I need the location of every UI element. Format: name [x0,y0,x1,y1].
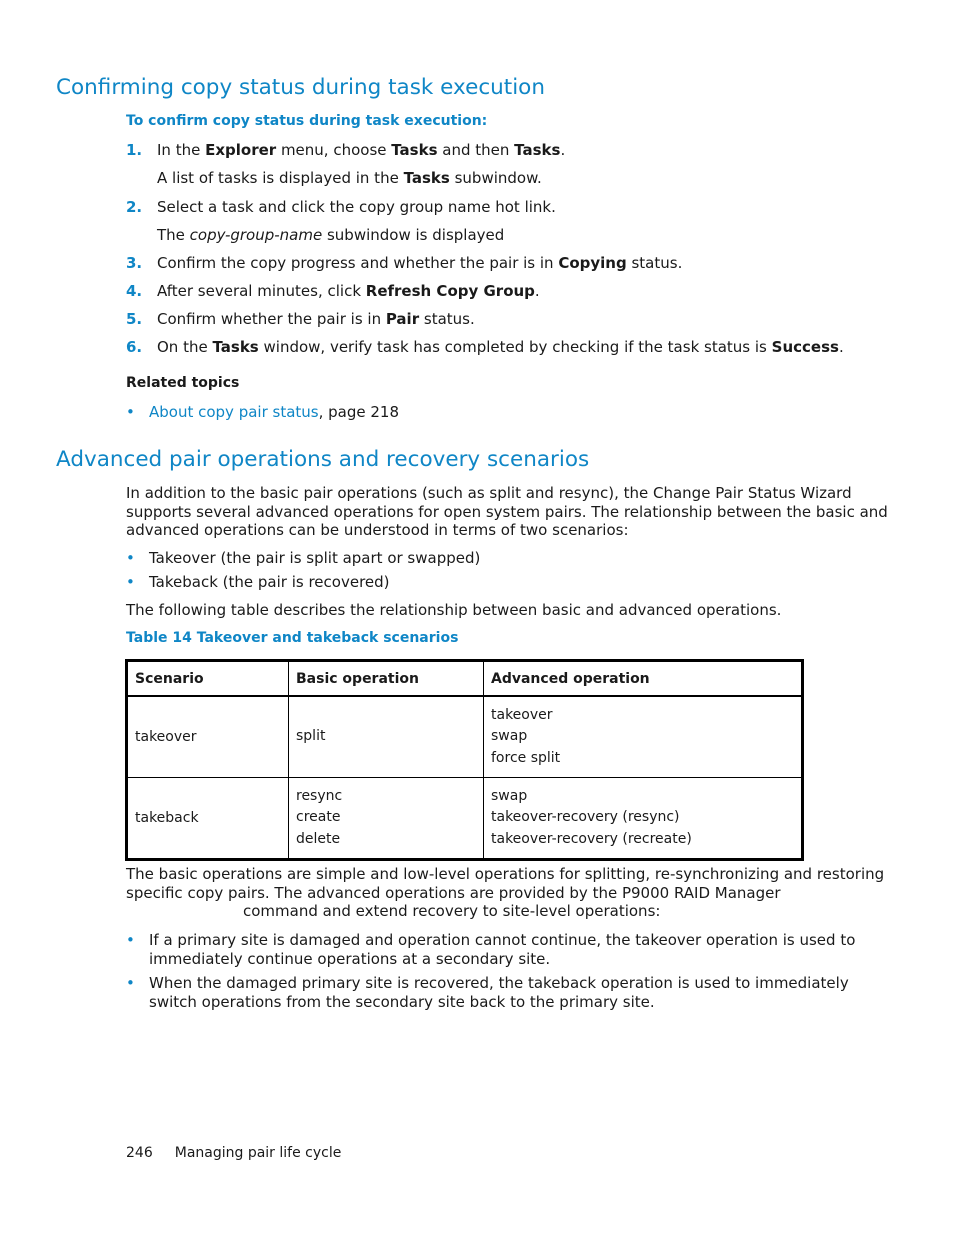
cell-line: takeover [491,706,553,723]
related-topic-item [126,403,400,421]
cell-line: takeover-recovery (recreate) [491,830,692,847]
procedure-step [126,141,566,159]
cell-line: resync [296,787,343,804]
step-text: The copy-group-name subwindow is displayed [157,226,505,244]
scenarios-table [125,659,804,861]
advanced-cell [484,696,803,778]
cell-line: swap [491,728,528,745]
final-bullet-line: immediately continue operations at a secondary site. [149,949,551,968]
final-bullet [126,974,849,1011]
bullet-icon: • [126,573,135,591]
column-header: Scenario [127,661,289,697]
final-bullet-line: switch operations from the secondary site back to the primary site. [149,992,655,1011]
cell-line: split [296,728,326,745]
cell-line: swap [491,787,528,804]
intro-line: advanced operations can be understood in terms of two scenarios: [126,521,629,540]
scenario-bullet-text: Takeover (the pair is split apart or swapped) [149,549,481,567]
table-header-row [127,661,803,697]
column-header: Basic operation [289,661,484,697]
related-topics-title: Related topics [126,375,240,391]
step-text: On the Tasks window, verify task has completed by checking if the task status is Success. [157,338,844,356]
page-footer [126,1145,341,1161]
procedure-step [126,338,844,356]
step-text: Confirm whether the pair is in Pair status. [157,310,475,328]
after-line: specific copy pairs. The advanced operations are provided by the P9000 RAID Manager [126,883,781,902]
intro-line: supports several advanced operations for open system pairs. The relationship between the basic and [126,502,888,521]
procedure-title: To confirm copy status during task execution: [126,113,488,129]
bullet-icon: • [126,931,135,949]
page-number: 246 [126,1145,153,1161]
step-text: A list of tasks is displayed in the Tasks subwindow. [157,169,542,187]
cell-line: delete [296,830,341,847]
cell-line: create [296,809,341,826]
step-text: In the Explorer menu, choose Tasks and then Tasks. [157,141,566,159]
final-bullet-line: When the damaged primary site is recovered, the takeback operation is used to immediately [149,974,849,992]
step-text: Select a task and click the copy group name hot link. [157,198,556,216]
table-row [127,778,803,860]
procedure-step [126,310,475,328]
intro-paragraph [126,484,888,540]
scenario-cell: takeover [127,696,289,778]
scenario-bullet [126,573,390,591]
intro-line: In addition to the basic pair operations (such as split and resync), the Change Pair Status Wizard [126,484,852,502]
bullet-icon: • [126,974,135,992]
cell-line: force split [491,749,561,766]
procedure-step [126,254,683,272]
table-intro: The following table describes the relationship between basic and advanced operations. [126,601,782,619]
final-bullet [126,931,856,968]
final-bullet-line: If a primary site is damaged and operation cannot continue, the takeover operation is used to [149,931,856,949]
cell-line: takeover-recovery (resync) [491,809,680,826]
related-topic-link[interactable]: About copy pair status [149,403,319,421]
after-line: command and extend recovery to site-level operations: [243,902,661,921]
table-caption: Table 14 Takeover and takeback scenarios [126,630,459,646]
step-number: 6. [126,338,143,356]
basic-cell [289,778,484,860]
column-header: Advanced operation [484,661,803,697]
bullet-icon: • [126,549,135,567]
bullet-icon: • [126,403,135,421]
after-line: The basic operations are simple and low-level operations for splitting, re-synchronizing and restoring [126,865,885,883]
step-text: Confirm the copy progress and whether the pair is in Copying status. [157,254,683,272]
step-number: 2. [126,198,143,216]
step-number: 1. [126,141,143,159]
scenario-bullet-text: Takeback (the pair is recovered) [149,573,390,591]
step-number: 3. [126,254,143,272]
procedure-step [126,282,540,300]
table-row [127,696,803,778]
section-heading-confirming: Confirming copy status during task execution [56,75,545,100]
related-topic-page: , page 218 [318,403,400,421]
step-number: 4. [126,282,143,300]
after-table-paragraph [126,865,885,921]
advanced-cell [484,778,803,860]
scenario-cell: takeback [127,778,289,860]
section-heading-advanced: Advanced pair operations and recovery scenarios [56,447,590,472]
step-text: After several minutes, click Refresh Copy Group. [157,282,540,300]
step-number: 5. [126,310,143,328]
procedure-step [126,198,556,216]
chapter-title: Managing pair life cycle [174,1145,342,1161]
basic-cell [289,696,484,778]
scenario-bullet [126,549,481,567]
